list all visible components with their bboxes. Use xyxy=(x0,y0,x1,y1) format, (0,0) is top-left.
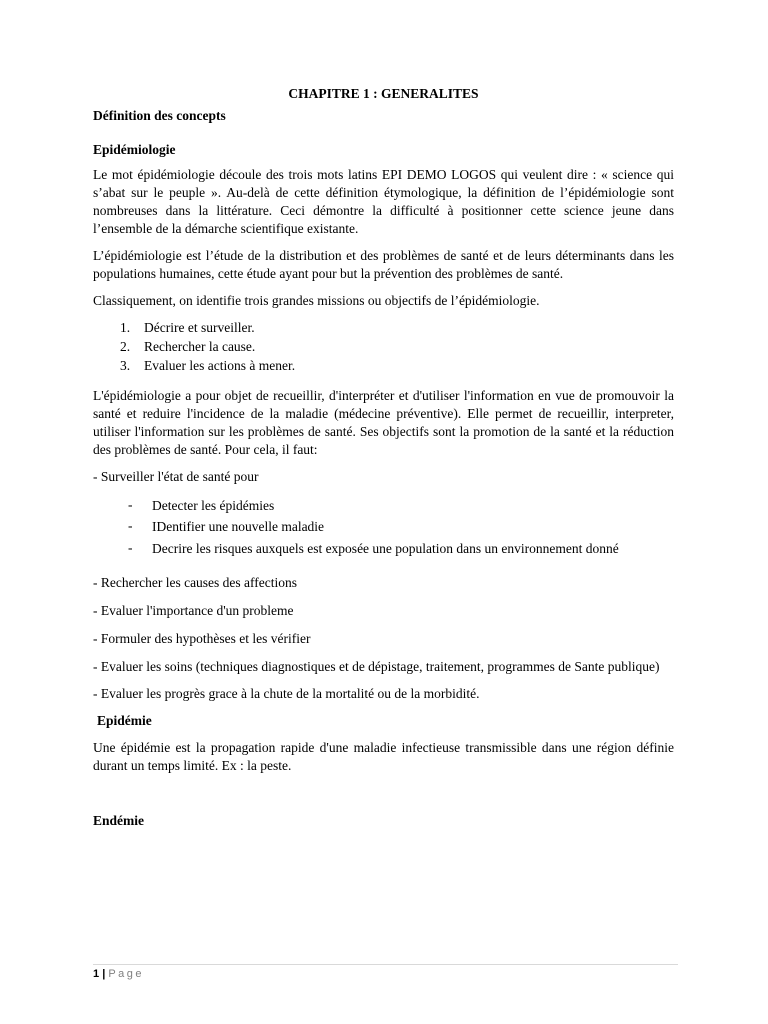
section-heading: Définition des concepts xyxy=(93,108,226,123)
list-item xyxy=(93,518,674,536)
page-number: 1 xyxy=(93,968,100,980)
task-progres: - Evaluer les progrès grace à la chute de la mortalité ou de la morbidité. xyxy=(93,686,480,701)
list-item-text: IDentifier une nouvelle maladie xyxy=(152,519,325,534)
paragraph-epidemie: Une épidémie est la propagation rapide d'une maladie infectieuse transmissible dans une région définie durant un temps limité. Ex : la peste. xyxy=(93,740,674,773)
dash-bullet: - xyxy=(128,497,133,512)
page-label: Page xyxy=(108,968,145,980)
list-item xyxy=(93,319,674,337)
paragraph-missions-intro: Classiquement, on identifie trois grandes missions ou objectifs de l’épidémiologie. xyxy=(93,293,540,308)
list-item xyxy=(93,539,674,559)
paragraph-surveiller: - Surveiller l'état de santé pour xyxy=(93,469,259,484)
surveillance-list xyxy=(93,497,674,559)
list-item-text: Detecter les épidémies xyxy=(152,498,275,513)
heading-endemie: Endémie xyxy=(93,813,145,828)
list-item xyxy=(93,338,674,356)
dash-bullet: - xyxy=(128,518,133,533)
chapter-title: CHAPITRE 1 : GENERALITES xyxy=(288,86,479,101)
footer-separator: | xyxy=(102,968,106,980)
list-item-text: Decrire les risques auxquels est exposée une population dans un environnement donné xyxy=(152,541,619,556)
list-item-text: Evaluer les actions à mener. xyxy=(144,358,296,373)
list-item-number: 3. xyxy=(120,358,131,373)
paragraph-etymology: Le mot épidémiologie découle des trois mots latins EPI DEMO LOGOS qui veulent dire : « science qui s’abat sur le peuple ». Au-delà de cette définition étymologique, la définition de l’épidémiologie sont nombreuses dans la littérature. Ceci démontre la difficulté à positionner cette science jeune dans l’ensemble de la démarche scientifique existante. xyxy=(93,167,674,236)
heading-epidemiologie: Epidémiologie xyxy=(93,142,176,157)
task-causes: - Rechercher les causes des affections xyxy=(93,575,298,590)
list-item xyxy=(93,357,674,375)
list-item-number: 1. xyxy=(120,320,131,335)
page-footer xyxy=(93,964,678,981)
list-item-text: Rechercher la cause. xyxy=(144,339,256,354)
heading-epidemie: Epidémie xyxy=(97,713,152,728)
list-item xyxy=(93,497,674,515)
paragraph-definition: L’épidémiologie est l’étude de la distribution et des problèmes de santé et de leurs déterminants dans les populations humaines, cette étude ayant pour but la prévention des problèmes de santé. xyxy=(93,248,674,281)
missions-list xyxy=(93,319,674,375)
list-item-text: Décrire et surveiller. xyxy=(144,320,255,335)
task-hypotheses: - Formuler des hypothèses et les vérifier xyxy=(93,631,311,646)
dash-bullet: - xyxy=(128,540,133,555)
task-soins: - Evaluer les soins (techniques diagnostiques et de dépistage, traitement, programmes de Sante publique) xyxy=(93,659,660,674)
task-importance: - Evaluer l'importance d'un probleme xyxy=(93,603,294,618)
paragraph-objectives: L'épidémiologie a pour objet de recueillir, d'interpréter et d'utiliser l'information en vue de promouvoir la santé et reduire l'incidence de la maladie (médecine préventive). Elle permet de recueillir, interpreter, utiliser l'information sur les problèmes de santé. Ses objectifs sont la promotion de la santé et la réduction des problèmes de santé. Pour cela, il faut: xyxy=(93,388,674,457)
page-content xyxy=(93,85,674,830)
list-item-number: 2. xyxy=(120,339,131,354)
